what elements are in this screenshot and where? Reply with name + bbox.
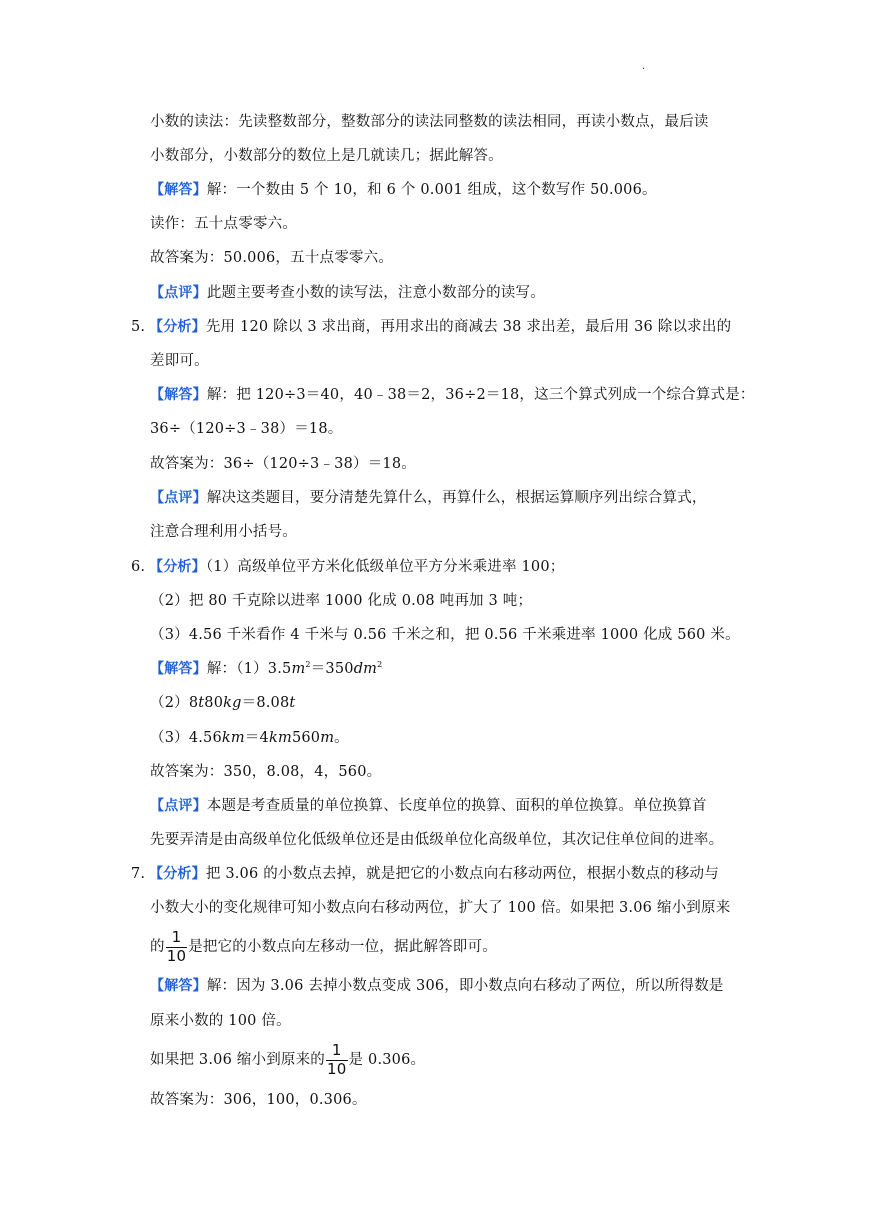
p7-solution-line-2: 原来小数的 100 倍。: [150, 1013, 291, 1029]
fraction-denominator: 10: [166, 947, 187, 965]
p4-solution-line-1: [150, 179, 657, 201]
p5-number: 5.: [131, 319, 146, 335]
p7-analysis-text: 把 3.06 的小数点去掉，就是把它的小数点向右移动两位，根据小数点的移动与: [205, 866, 719, 882]
p6-solution-line-1: [150, 658, 382, 680]
p6-comment-line-1: [150, 795, 707, 817]
p5-solution-line-1: [150, 384, 755, 406]
unit-ton: t: [289, 695, 296, 711]
analysis-tag: 【分析】: [149, 866, 206, 882]
p5-analysis-text: 先用 120 除以 3 求出商，再用求出的商减去 38 求出差，最后用 36 除以求出的: [205, 319, 732, 335]
header-dot: ·: [642, 64, 646, 75]
p5-comment-line-2: 注意合理利用小括号。: [150, 524, 297, 540]
p5-comment-line-1: [150, 487, 707, 509]
p7-solution-text: 解：因为 3.06 去掉小数点变成 306，即小数点向右移动了两位，所以所得数是: [206, 978, 724, 994]
solution-tag: 【解答】: [150, 978, 207, 994]
period: 。: [334, 730, 349, 746]
p7-analysis-line-3: [150, 929, 497, 965]
fraction-one-tenth: [166, 930, 188, 964]
p7-number: 7.: [131, 866, 146, 882]
p6-number: 6.: [131, 559, 146, 575]
p4-comment-line: [150, 282, 545, 304]
unit-km: km: [269, 730, 292, 746]
p6-answer-line: 故答案为：350，8.08，4，560。: [150, 764, 382, 780]
unit-km: km: [221, 730, 245, 746]
p6-comment-text: 本题是考查质量的单位换算、长度单位的换算、面积的单位换算。单位换算首: [206, 798, 707, 814]
p6-analysis-line-2: （2）把 80 千克除以进率 1000 化成 0.08 吨再加 3 吨；: [150, 593, 533, 609]
p4-analysis-line-1: 小数的读法：先读整数部分，整数部分的读法同整数的读法相同，再读小数点，最后读: [150, 114, 709, 130]
p6-solution-line-2: [150, 692, 295, 714]
p7-analysis-line-2: 小数大小的变化规律可知小数点向右移动两位，扩大了 100 倍。如果把 3.06 缩小到原来: [150, 900, 731, 916]
p6-solution-line-3: [150, 727, 349, 749]
p7-answer-line: 故答案为：306，100，0.306。: [150, 1092, 367, 1108]
p6-analysis-text: （1）高级单位平方米化低级单位平方分米乘进率 100；: [205, 559, 565, 575]
p5-analysis-line-1: [131, 316, 731, 338]
p4-solution-text: 解：一个数由 5 个 10，和 6 个 0.001 组成，这个数写作 50.006。: [206, 182, 657, 198]
unit-meter: m: [320, 730, 335, 746]
unit-kg: kg: [223, 695, 242, 711]
p6-s3-eq: ＝4: [244, 730, 269, 746]
p6-s2-text: （2）8: [150, 695, 199, 711]
exponent: 2: [305, 660, 311, 670]
p7-s3-post: 是 0.306。: [348, 1052, 426, 1068]
p6-s2-eq: ＝8.08: [241, 695, 290, 711]
comment-tag: 【点评】: [150, 490, 207, 506]
p6-analysis-line-1: [131, 556, 564, 578]
fraction-numerator: 1: [171, 928, 182, 946]
p6-s1-eq: ＝350: [310, 661, 354, 677]
p4-comment-text: 此题主要考查小数的读写法，注意小数部分的读写。: [206, 285, 545, 301]
solution-tag: 【解答】: [150, 182, 207, 198]
p5-answer-line: 故答案为：36÷（120÷3﹣38）＝18。: [150, 456, 416, 472]
p7-solution-line-1: [150, 975, 724, 997]
p7-a3-pre: 的: [150, 939, 165, 955]
comment-tag: 【点评】: [150, 798, 207, 814]
p7-analysis-line-1: [131, 863, 719, 885]
p7-solution-line-3: [150, 1042, 425, 1078]
unit-square-decimeter: dm: [353, 661, 378, 677]
p5-solution-line-2: 36÷（120÷3﹣38）＝18。: [150, 421, 343, 437]
unit-square-meter: m: [291, 661, 306, 677]
p5-comment-text: 解决这类题目，要分清楚先算什么，再算什么，根据运算顺序列出综合算式，: [206, 490, 707, 506]
p7-s3-pre: 如果把 3.06 缩小到原来的: [150, 1052, 326, 1068]
p4-analysis-line-2: 小数部分，小数部分的数位上是几就读几；据此解答。: [150, 148, 503, 164]
p6-s3-num: 560: [291, 730, 321, 746]
comment-tag: 【点评】: [150, 285, 207, 301]
unit-ton: t: [198, 695, 205, 711]
exponent: 2: [377, 660, 383, 670]
solution-tag: 【解答】: [150, 661, 207, 677]
fraction-denominator: 10: [327, 1060, 347, 1078]
p6-s2-num: 80: [204, 695, 224, 711]
p6-s3-text: （3）4.56: [150, 730, 222, 746]
p5-analysis-line-2: 差即可。: [150, 353, 209, 369]
p7-a3-post: 是把它的小数点向左移动一位，据此解答即可。: [188, 939, 497, 955]
p6-s1-text: 解：（1）3.5: [206, 661, 292, 677]
solution-tag: 【解答】: [150, 387, 207, 403]
p6-analysis-line-3: （3）4.56 千米看作 4 千米与 0.56 千米之和，把 0.56 千米乘进率 1000 化成 560 米。: [150, 627, 740, 643]
p6-comment-line-2: 先要弄清是由高级单位化低级单位还是由低级单位化高级单位，其次记住单位间的进率。: [150, 832, 724, 848]
analysis-tag: 【分析】: [149, 559, 206, 575]
fraction-numerator: 1: [331, 1041, 342, 1059]
fraction-one-tenth: [326, 1043, 348, 1077]
p4-solution-line-2: 读作：五十点零零六。: [150, 216, 297, 232]
analysis-tag: 【分析】: [149, 319, 206, 335]
p5-solution-text: 解：把 120÷3＝40，40﹣38＝2，36÷2＝18，这三个算式列成一个综合算式是：: [206, 387, 755, 403]
p4-answer-line: 故答案为：50.006，五十点零零六。: [150, 250, 394, 266]
